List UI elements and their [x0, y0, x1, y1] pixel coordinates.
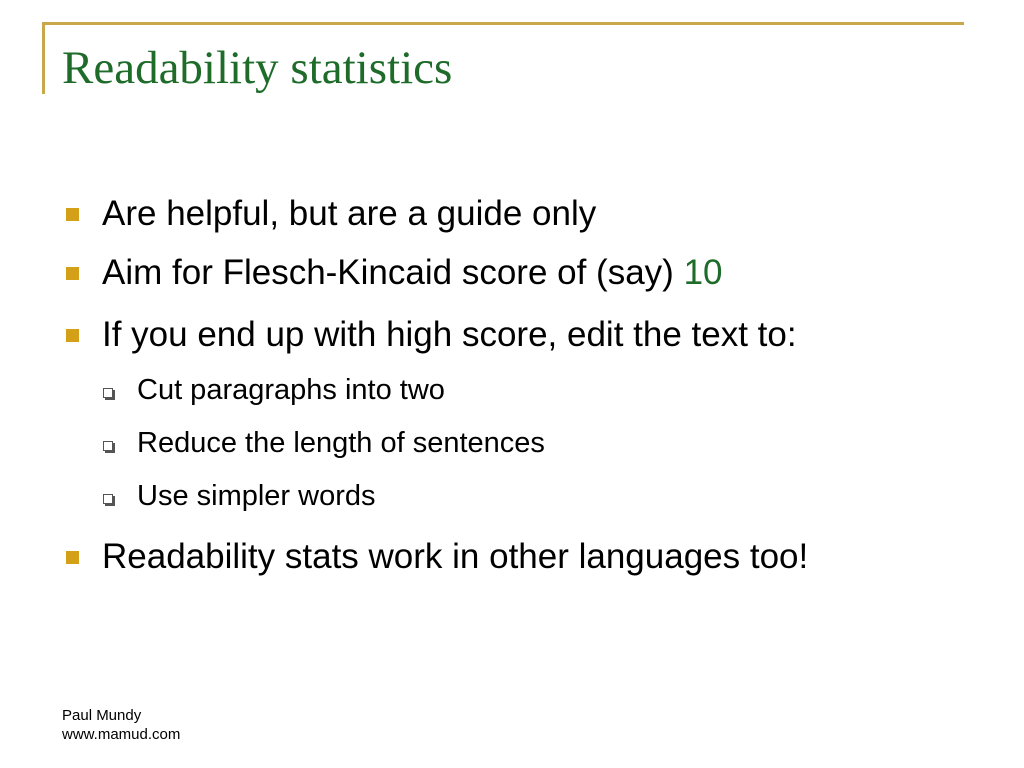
sub-bullet-text: Cut paragraphs into two — [137, 374, 445, 406]
filled-square-bullet-icon — [66, 267, 79, 280]
sub-bullet-item — [103, 373, 445, 408]
highlighted-score: 10 — [683, 253, 723, 292]
sub-bullet-item — [103, 426, 545, 461]
filled-square-bullet-icon — [66, 551, 79, 564]
sub-bullet-text: Reduce the length of sentences — [137, 427, 545, 459]
sub-bullet-text: Use simpler words — [137, 480, 376, 512]
bullet-item — [66, 252, 723, 294]
footer — [62, 706, 180, 744]
footer-website: www.mamud.com — [62, 726, 181, 743]
bullet-text: Are helpful, but are a guide only — [102, 194, 597, 233]
hollow-square-bullet-icon — [103, 441, 113, 451]
hollow-square-bullet-icon — [103, 388, 113, 398]
bullet-item — [66, 193, 596, 235]
sub-bullet-item — [103, 479, 376, 514]
bullet-item — [66, 536, 808, 578]
bullet-text: Aim for Flesch-Kincaid score of (say) — [102, 253, 684, 292]
filled-square-bullet-icon — [66, 208, 79, 221]
bullet-text: Readability stats work in other languages too! — [102, 537, 809, 576]
footer-author: Paul Mundy — [62, 707, 142, 724]
slide-title: Readability statistics — [62, 42, 453, 94]
hollow-square-bullet-icon — [103, 494, 113, 504]
bullet-item — [66, 314, 797, 356]
bullet-text-container — [102, 252, 723, 294]
bullet-text: If you end up with high score, edit the text to: — [102, 315, 797, 354]
filled-square-bullet-icon — [66, 329, 79, 342]
